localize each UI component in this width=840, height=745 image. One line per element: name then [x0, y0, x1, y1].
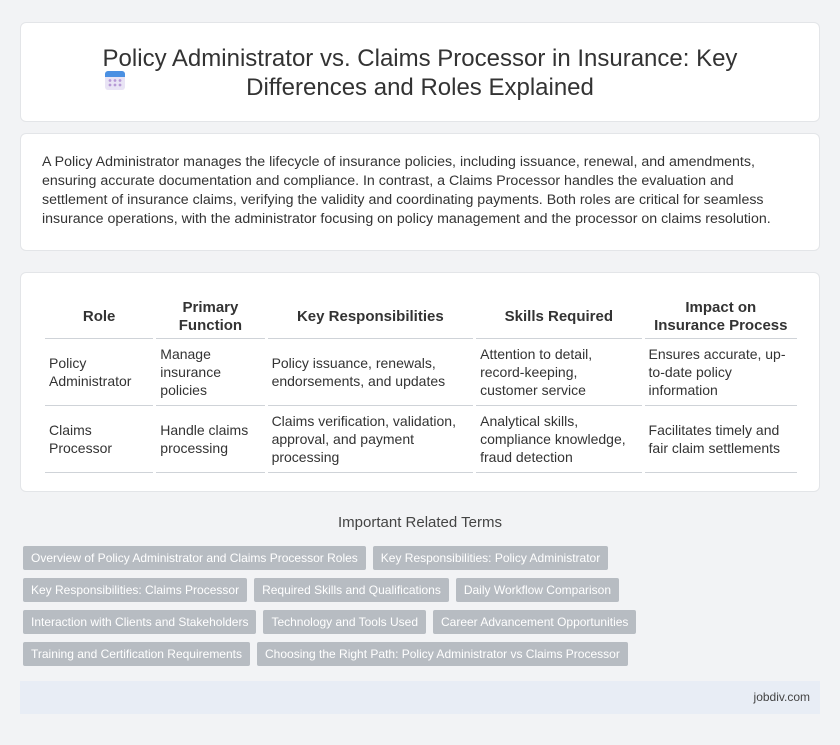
related-term-tag[interactable]: Choosing the Right Path: Policy Administrator vs Claims Processor — [257, 642, 628, 666]
comparison-table-card — [20, 272, 820, 492]
table-cell: Attention to detail, record-keeping, customer service — [476, 339, 641, 406]
table-cell: Policy Administrator — [45, 339, 153, 406]
related-term-tag[interactable]: Key Responsibilities: Claims Processor — [23, 578, 247, 602]
table-cell: Policy issuance, renewals, endorsements, and updates — [268, 339, 474, 406]
table-row — [45, 406, 797, 473]
footer — [20, 681, 820, 714]
column-header: Primary Function — [156, 297, 264, 339]
table-row — [45, 339, 797, 406]
table-cell: Handle claims processing — [156, 406, 264, 473]
intro-paragraph: A Policy Administrator manages the lifecycle of insurance policies, including issuance, renewal, and amendments, ensuring accurate documentation and compliance. In contrast, a Claims Processor handles the evaluation and settlement of insurance claims, verifying the validity and coordinating payments. Both roles are critical for seamless insurance operations, with the administrator focusing on policy management and the processor on claims resolution. — [42, 154, 771, 227]
comparison-table — [42, 297, 800, 473]
related-term-tag[interactable]: Career Advancement Opportunities — [433, 610, 636, 634]
footer-site-link[interactable]: jobdiv.com — [753, 690, 810, 704]
column-header: Impact on Insurance Process — [645, 297, 797, 339]
table-cell: Claims Processor — [45, 406, 153, 473]
table-header-row — [45, 297, 797, 339]
related-term-tag[interactable]: Interaction with Clients and Stakeholders — [23, 610, 256, 634]
related-term-tag[interactable]: Key Responsibilities: Policy Administrator — [373, 546, 608, 570]
intro-card — [20, 133, 820, 251]
related-term-tag[interactable]: Daily Workflow Comparison — [456, 578, 619, 602]
table-cell: Facilitates timely and fair claim settlements — [645, 406, 797, 473]
table-cell: Claims verification, validation, approval, and payment processing — [268, 406, 474, 473]
table-cell: Manage insurance policies — [156, 339, 264, 406]
related-terms-tags — [23, 546, 643, 674]
related-term-tag[interactable]: Required Skills and Qualifications — [254, 578, 449, 602]
page-title: Policy Administrator vs. Claims Processor in Insurance: Key Differences and Roles Explained — [102, 45, 738, 101]
table-cell: Analytical skills, compliance knowledge, fraud detection — [476, 406, 641, 473]
column-header: Skills Required — [476, 297, 641, 339]
table-cell: Ensures accurate, up-to-date policy information — [645, 339, 797, 406]
related-term-tag[interactable]: Training and Certification Requirements — [23, 642, 250, 666]
related-terms-heading: Important Related Terms — [338, 514, 502, 531]
column-header: Key Responsibilities — [268, 297, 474, 339]
related-term-tag[interactable]: Overview of Policy Administrator and Claims Processor Roles — [23, 546, 366, 570]
title-card — [20, 22, 820, 122]
column-header: Role — [45, 297, 153, 339]
related-term-tag[interactable]: Technology and Tools Used — [263, 610, 426, 634]
